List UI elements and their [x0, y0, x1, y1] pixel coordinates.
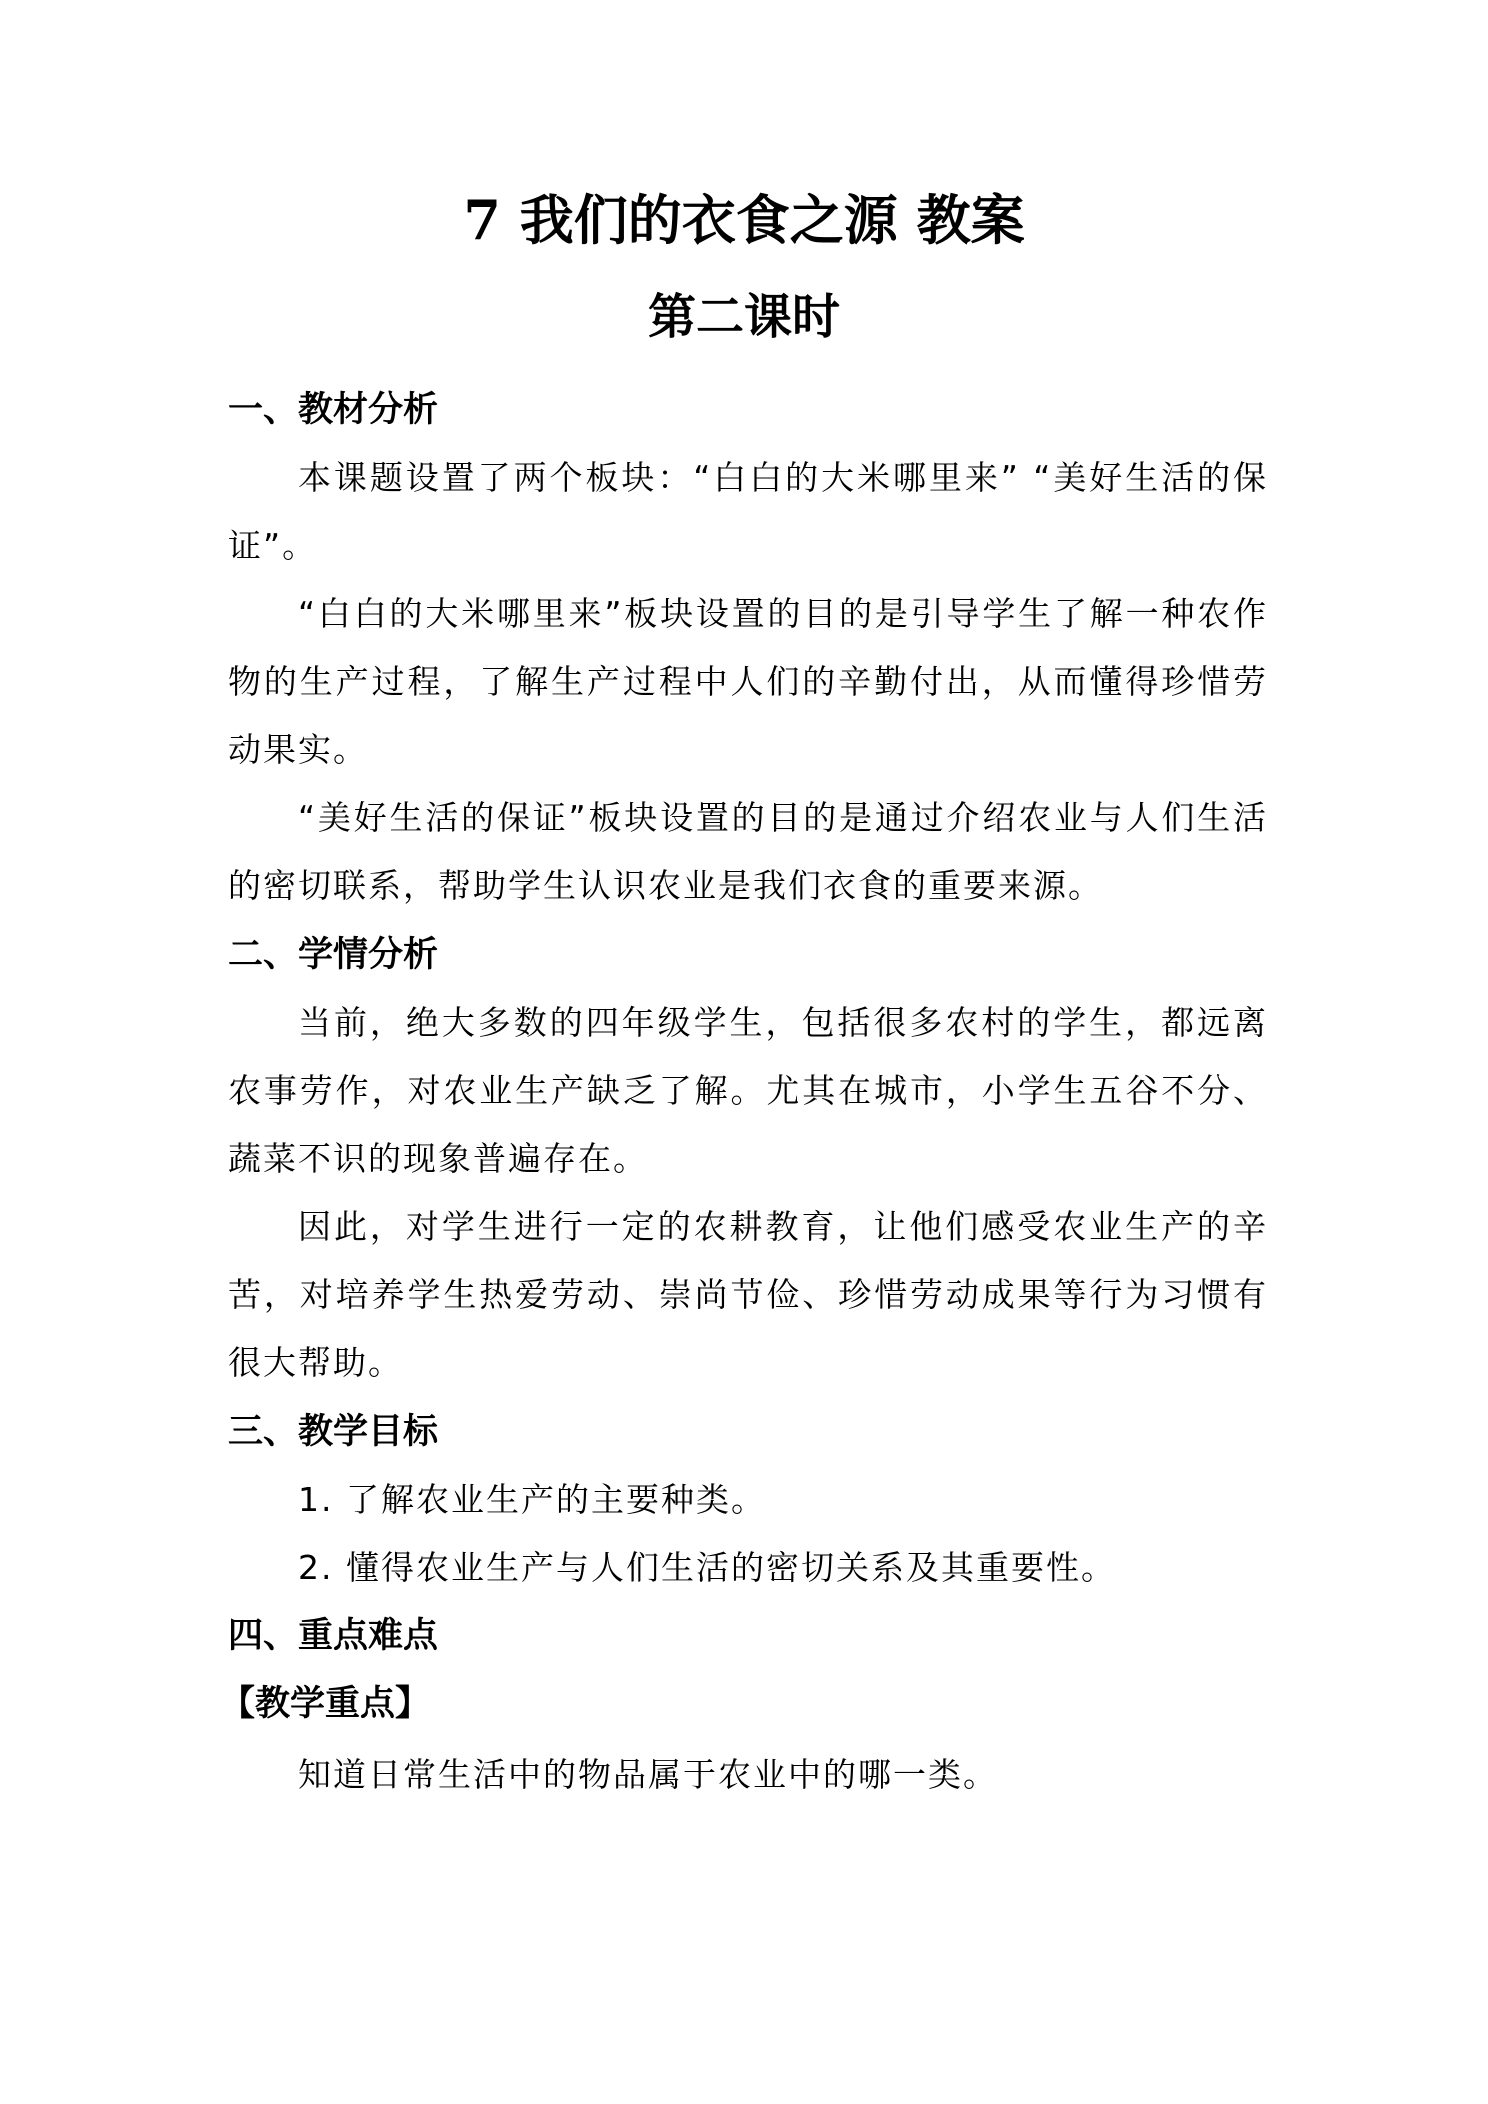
section-heading-teaching-goals: 三、教学目标 [228, 1412, 439, 1452]
section-heading-key-points: 四、重点难点 [228, 1616, 439, 1656]
goal-item: 1. 了解农业生产的主要种类。 [298, 1480, 766, 1519]
goal-item: 2. 懂得农业生产与人们生活的密切关系及其重要性。 [298, 1548, 1116, 1587]
paragraph: “白白的大米哪里来”板块设置的目的是引导学生了解一种农作物的生产过程，了解生产过程中人们的辛勤付出，从而懂得珍惜劳动果实。 [228, 594, 1268, 769]
section-heading-student-analysis: 二、学情分析 [228, 935, 439, 975]
paragraph: 因此，对学生进行一定的农耕教育，让他们感受农业生产的辛苦，对培养学生热爱劳动、崇尚节俭、珍惜劳动成果等行为习惯有很大帮助。 [228, 1207, 1268, 1382]
paragraph: 本课题设置了两个板块：“白白的大米哪里来” “美好生活的保证”。 [228, 458, 1268, 565]
paragraph: 知道日常生活中的物品属于农业中的哪一类。 [298, 1755, 998, 1794]
paragraph: 当前，绝大多数的四年级学生，包括很多农村的学生，都远离农事劳作，对农业生产缺乏了解。尤其在城市，小学生五谷不分、蔬菜不识的现象普遍存在。 [228, 1003, 1268, 1178]
section-heading-textbook-analysis: 一、教材分析 [228, 390, 439, 430]
subheading-teaching-focus: 【教学重点】 [220, 1684, 431, 1724]
document-title: 7 我们的衣食之源 教案 [463, 188, 1025, 252]
document-subtitle: 第二课时 [647, 289, 840, 345]
paragraph: “美好生活的保证”板块设置的目的是通过介绍农业与人们生活的密切联系，帮助学生认识农业是我们衣食的重要来源。 [228, 798, 1268, 905]
